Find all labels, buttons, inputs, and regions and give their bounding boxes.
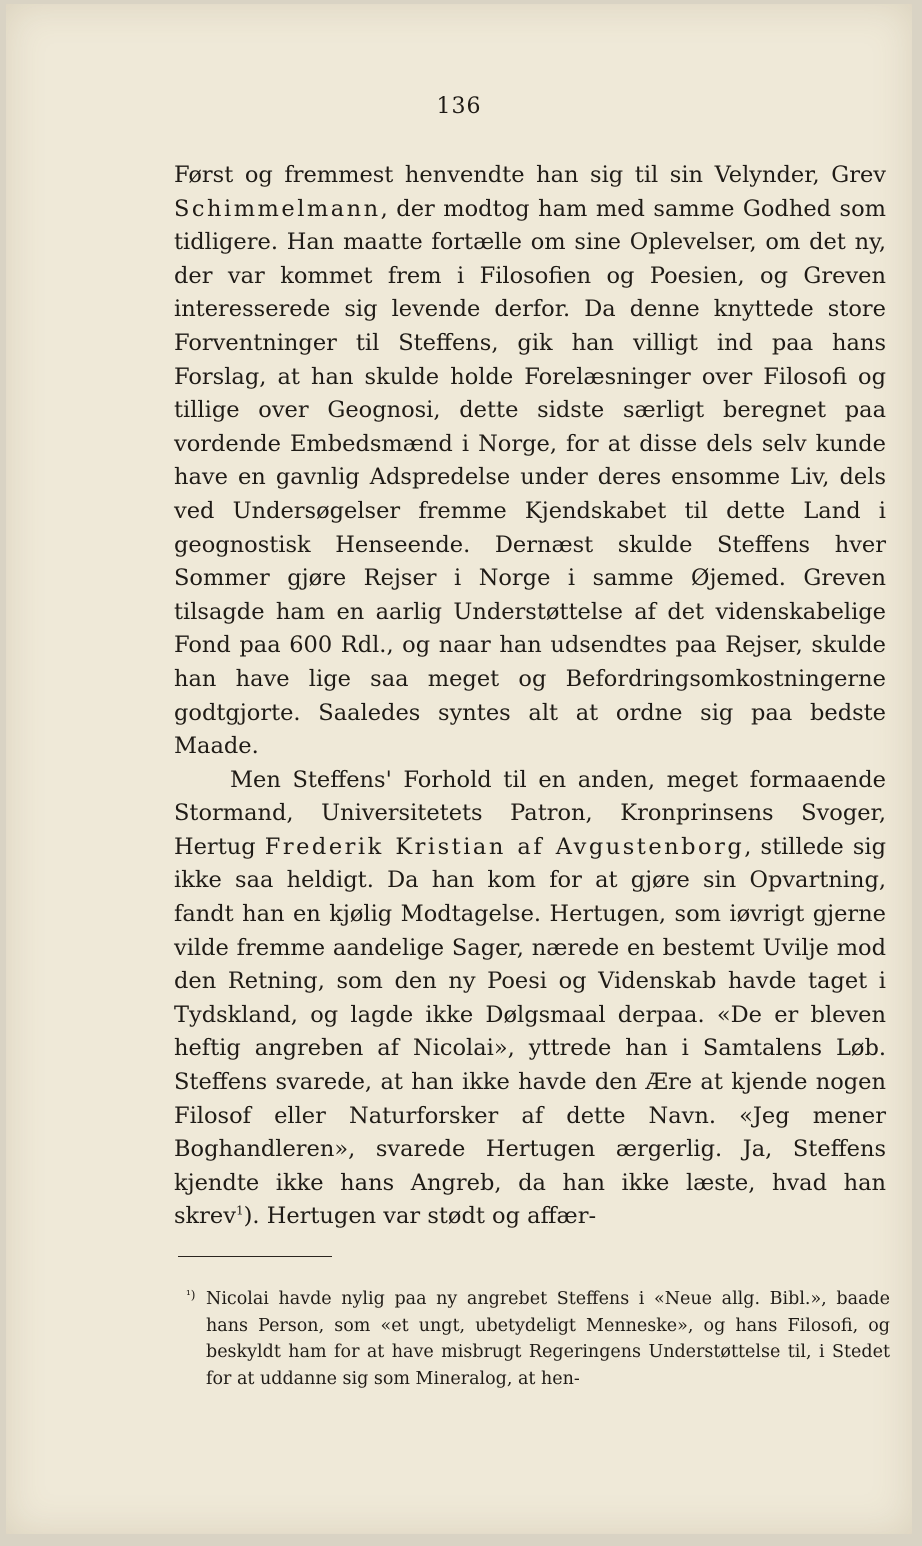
spaced-name-schimmelmann: Schimmelmann xyxy=(174,195,381,222)
paragraph-1 xyxy=(174,159,886,764)
footnote-1-mark: ¹) xyxy=(186,1288,196,1302)
spaced-name-frederik-kristian: Frederik Kristian af Avgustenborg xyxy=(264,833,745,860)
footnote-1-text: Nicolai havde nylig paa ny angrebet Steffens i «Neue allg. Bibl.», baade hans Person, som «et ungt, ubetydeligt Menneske», og hans Filosofi, og beskyldt ham for at have misbrugt Regeringens Understøttelse til, i Stedet for at uddanne sig som Mineralog, at hen- xyxy=(206,1289,890,1389)
footnote-divider xyxy=(178,1256,332,1257)
paragraph-1-text-b: , der modtog ham med samme Godhed som tidligere. Han maatte fortælle om sine Oplevelser, om det ny, der var kommet frem i Filosofien og Poesien, og Greven interesserede sig levende derfor. Da denne knyttede store Forventninger til Steffens, gik han villigt ind paa hans Forslag, at han skulde holde Forelæsninger over Filosofi og tillige over Geognosi, dette sidste særligt beregnet paa vordende Embedsmænd i Norge, for at disse dels selv kunde have en gavnlig Adspredelse under deres ensomme Liv, dels ved Undersøgelser fremme Kjendskabet til dette Land i geognostisk Henseende. Dernæst skulde Steffens hver Sommer gjøre Rejser i Norge i samme Øjemed. Greven tilsagde ham en aarlig Understøttelse af det videnskabelige Fond paa 600 Rdl., og naar han udsendtes paa Rejser, skulde han have lige saa meget og Befordringsomkostningerne godtgjorte. Saaledes syntes alt at ordne sig paa bedste Maade. xyxy=(174,195,886,760)
page-number: 136 xyxy=(436,94,482,119)
paragraph-2-text-c: . Hertugen var stødt og affær- xyxy=(252,1203,597,1230)
paragraph-2-text-b: , stillede sig ikke saa heldigt. Da han kom for at gjøre sin Opvartning, fandt han en kjølig Modtagelse. Hertugen, som iøvrigt gjerne vilde fremme aandelige Sager, nærede en bestemt Uvilje mod den Retning, som den ny Poesi og Videnskab havde taget i Tydskland, og lagde ikke Dølgsmaal derpaa. «De er bleven heftig angreben af Nicolai», yttrede han i Samtalens Løb. Steffens svarede, at han ikke havde den Ære at kjende nogen Filosof eller Naturforsker af dette Navn. «Jeg mener Boghandleren», svarede Hertugen ærgerlig. Ja, Steffens kjendte ikke hans Angreb, da han ikke læste, hvad han skrev xyxy=(174,833,886,1230)
body-text xyxy=(174,159,886,1234)
paragraph-2-text-a: Men Steffens' Forhold til en anden, meget formaaende Stormand, Universitetets Patron, Kronprinsens Svoger, Hertug xyxy=(174,766,886,860)
book-page xyxy=(6,4,912,1534)
footnote-reference-close: ) xyxy=(243,1203,253,1230)
footnote-reference[interactable]: 1 xyxy=(235,1203,244,1218)
footnote-1 xyxy=(186,1286,890,1392)
paragraph-2 xyxy=(174,764,886,1234)
paragraph-1-text-a: Først og fremmest henvendte han sig til sin Velynder, Grev xyxy=(174,162,886,188)
footnotes xyxy=(186,1286,890,1392)
